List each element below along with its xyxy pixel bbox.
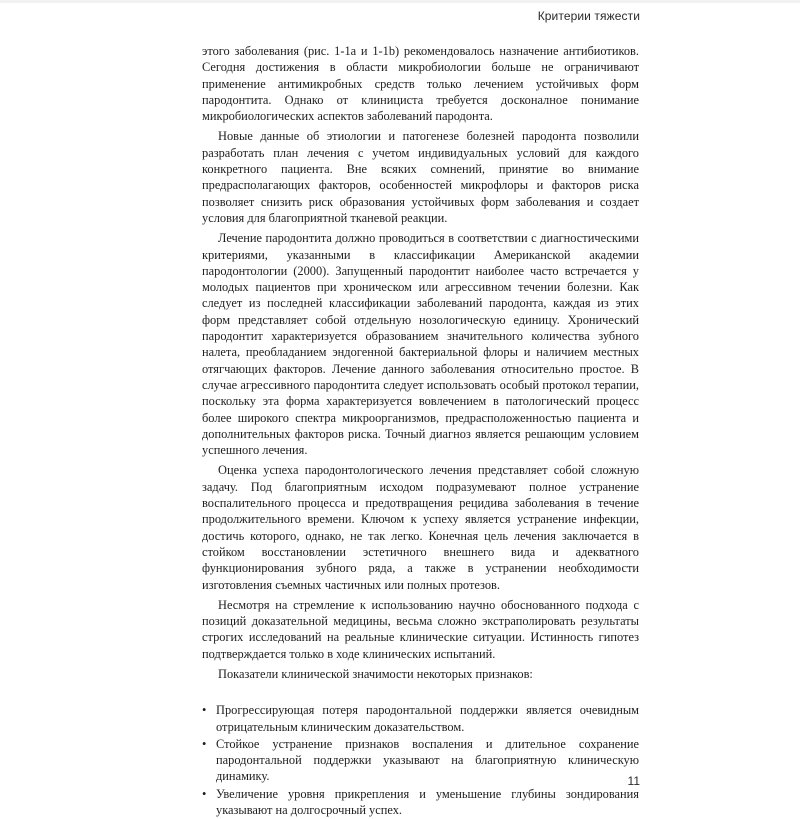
body-text xyxy=(202,43,639,819)
bullet-icon: • xyxy=(202,736,207,751)
paragraph-1: этого заболевания (рис. 1-1a и 1-1b) рекомендовалось назначение антибиотиков. Сегодня достижения в области микробиологии больше не ограничивают применение антимикробных средств только лечением устойчивых форм пародонтита. Однако от клинициста требуется досконалное понимание микробиологических аспектов заболеваний пародонта. xyxy=(202,44,639,124)
list-item xyxy=(202,736,639,785)
running-header: Критерии тяжести xyxy=(537,9,640,23)
paragraph-3: Лечение пародонтита должно проводиться в соответствии с диагностическими критериями, указанными в классификации Американской академии пародонтологии (2000). Запущенный пародонтит наиболее часто встречается у молодых пациентов при хроническом или агрессивном течении болезни. Как следует из последней классификации заболеваний пародонта, каждая из этих форм представляет собой отдельную нозологическую единицу. Хронический пародонтит характеризуется образованием значительного количества зубного налета, преобладанием эндогенной бактериальной флоры и наличием местных отягчающих факторов. Лечение данного заболевания относительно простое. В случае агрессивного пародонтита следует использовать особый протокол терапии, поскольку эта форма характеризуется вовлечением в патологический процесс более широкого спектра микроорганизмов, предрасположенностью пациента и дополнительных факторов риска. Точный диагноз является решающим условием успешного лечения. xyxy=(202,231,639,458)
bullet-list xyxy=(202,702,639,818)
page-number: 11 xyxy=(627,774,640,788)
bullet-icon: • xyxy=(202,786,207,801)
paragraph-5: Несмотря на стремление к использованию научно обоснованного подхода с позиций доказательной медицины, весьма сложно экстраполировать результаты строгих исследований на реальные клинические ситуации. Истинность гипотез подтверждается только в ходе клинических испытаний. xyxy=(202,597,639,661)
list-item-text: Увеличение уровня прикрепления и уменьшение глубины зондирования указывают на долгосрочный успех. xyxy=(216,786,639,818)
page-top-edge xyxy=(0,0,800,3)
list-item xyxy=(202,702,639,735)
list-item xyxy=(202,786,639,819)
paragraph-2: Новые данные об этиологии и патогенезе болезней пародонта позволили разработать план лечения с учетом индивидуальных условий для каждого конкретного пациента. Вне всяких сомнений, принятие во внимание предрасполагающих факторов, особенностей микрофлоры и факторов риска позволяет снизить риск образования устойчивых форм заболевания и создает условия для благоприятной тканевой реакции. xyxy=(202,129,639,225)
bullet-icon: • xyxy=(202,703,207,718)
list-intro: Показатели клинической значимости некоторых признаков: xyxy=(218,666,533,681)
paragraph-4: Оценка успеха пародонтологического лечения представляет собой сложную задачу. Под благоприятным исходом подразумевают полное устранение воспалительного процесса и предотвращения рецидива заболевания в течение продолжительного времени. Ключом к успеху является устранение инфекции, достичь которого, однако, не так легко. Конечная цель лечения заключается в стойком восстановлении эстетичного внешнего вида и адекватного функционирования зубного ряда, а также в устранении необходимости изготовления съемных частичных или полных протезов. xyxy=(202,463,639,592)
list-item-text: Прогрессирующая потеря пародонтальной поддержки является очевидным отрицательным клиническим доказательством. xyxy=(216,703,639,734)
list-item-text: Стойкое устранение признаков воспаления и длительное сохранение пародонтальной поддержки указывают на благоприятную клиническую динамику. xyxy=(216,736,639,784)
